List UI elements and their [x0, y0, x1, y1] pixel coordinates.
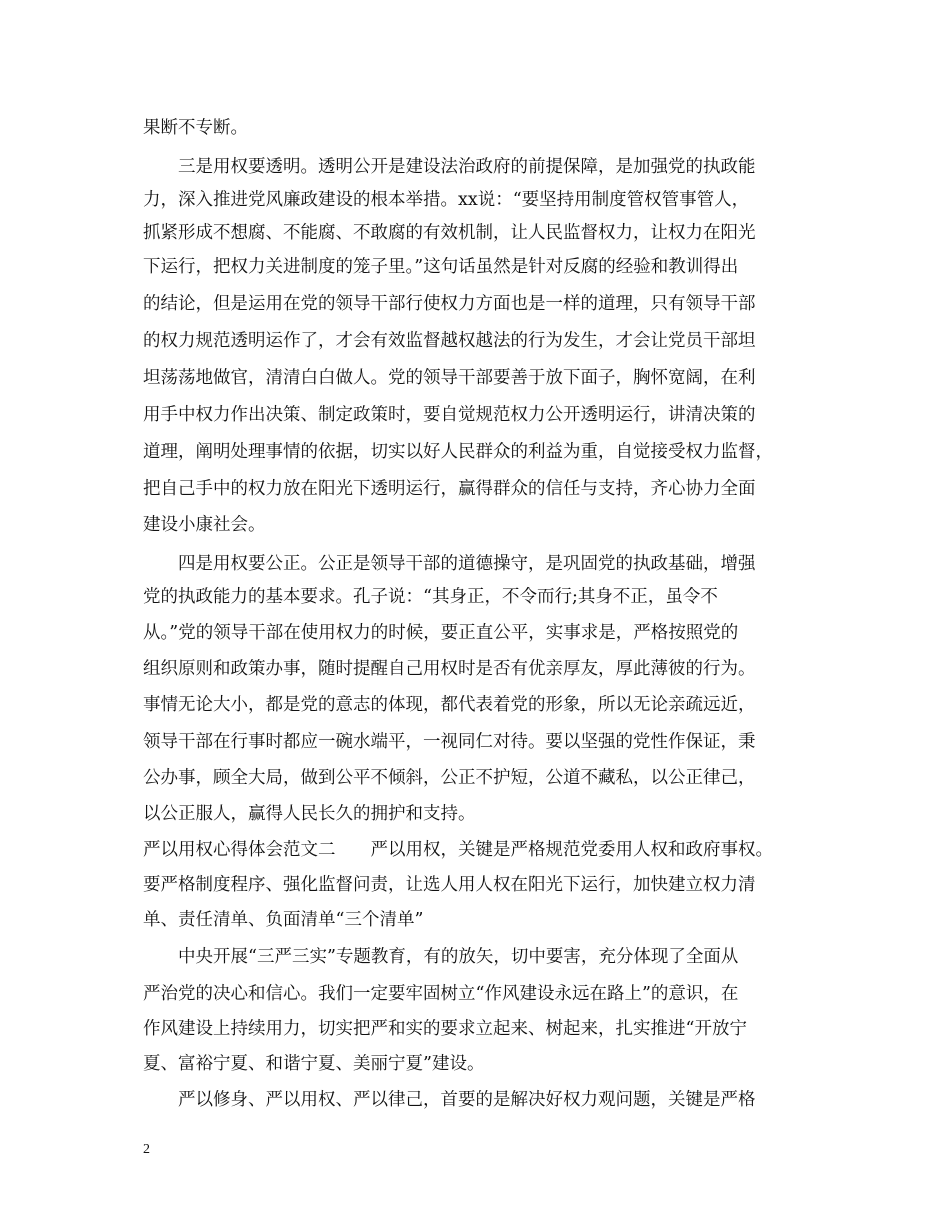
text-line: 四是用权要公正。公正是领导干部的道德操守，是巩固党的执政基础，增强 [143, 554, 756, 574]
text-line: 的结论，但是运用在党的领导干部行使权力方面也是一样的道理，只有领导干部 [143, 294, 756, 314]
text-line: 严以用权心得体会范文二 严以用权，关键是严格规范党委用人权和政府事权。 [143, 840, 773, 860]
text-line: 事情无论大小，都是党的意志的体现，都代表着党的形象，所以无论亲疏远近， [143, 695, 756, 715]
text-line: 单、责任清单、负面清单“三个清单” [143, 910, 424, 930]
text-line: 下运行，把权力关进制度的笼子里。”这句话虽然是针对反腐的经验和教训得出 [143, 257, 739, 277]
text-line: 抓紧形成不想腐、不能腐、不敢腐的有效机制，让人民监督权力，让权力在阳光 [143, 223, 756, 243]
text-line: 要严格制度程序、强化监督问责，让选人用人权在阳光下运行，加快建立权力清 [143, 875, 756, 895]
text-line: 果断不专断。 [143, 118, 248, 138]
text-line: 领导干部在行事时都应一碗水端平，一视同仁对待。要以坚强的党性作保证，秉 [143, 732, 756, 752]
text-line: 建设小康社会。 [143, 515, 266, 535]
text-line: 道理，阐明处理事情的依据，切实以好人民群众的利益为重，自觉接受权力监督， [143, 442, 773, 462]
text-line: 中央开展“三严三实”专题教育，有的放矢，切中要害，充分体现了全面从 [143, 947, 739, 967]
text-line: 的权力规范透明运作了，才会有效监督越权越法的行为发生，才会让党员干部坦 [143, 331, 756, 351]
text-line: 组织原则和政策办事，随时提醒自己用权时是否有优亲厚友，厚此薄彼的行为。 [143, 659, 756, 679]
text-line: 力，深入推进党风廉政建设的根本举措。xx说：“要坚持用制度管权管事管人， [143, 190, 750, 210]
text-line: 公办事，顾全大局，做到公平不倾斜，公正不护短，公道不藏私，以公正律己， [143, 768, 756, 788]
text-line: 以公正服人，赢得人民长久的拥护和支持。 [143, 804, 476, 824]
text-line: 严以修身、严以用权、严以律己，首要的是解决好权力观问题，关键是严格 [143, 1090, 756, 1110]
text-line: 坦荡荡地做官，清清白白做人。党的领导干部要善于放下面子，胸怀宽阔，在利 [143, 368, 756, 388]
text-line: 作风建设上持续用力，切实把严和实的要求立起来、树起来，扎实推进“开放宁 [143, 1019, 747, 1039]
text-line: 把自己手中的权力放在阳光下透明运行，赢得群众的信任与支持，齐心协力全面 [143, 479, 756, 499]
text-line: 党的执政能力的基本要求。孔子说：“其身正，不令而行;其身不正，虽令不 [143, 587, 718, 607]
text-line: 用手中权力作出决策、制定政策时，要自觉规范权力公开透明运行，讲清决策的 [143, 405, 756, 425]
text-line: 夏、富裕宁夏、和谐宁夏、美丽宁夏”建设。 [143, 1054, 485, 1074]
text-line: 从。”党的领导干部在使用权力的时候，要正直公平，实事求是，严格按照党的 [143, 623, 739, 643]
page-number: 2 [143, 1142, 150, 1157]
text-line: 三是用权要透明。透明公开是建设法治政府的前提保障，是加强党的执政能 [143, 157, 756, 177]
text-line: 严治党的决心和信心。我们一定要牢固树立“作风建设永远在路上”的意识，在 [143, 984, 739, 1004]
